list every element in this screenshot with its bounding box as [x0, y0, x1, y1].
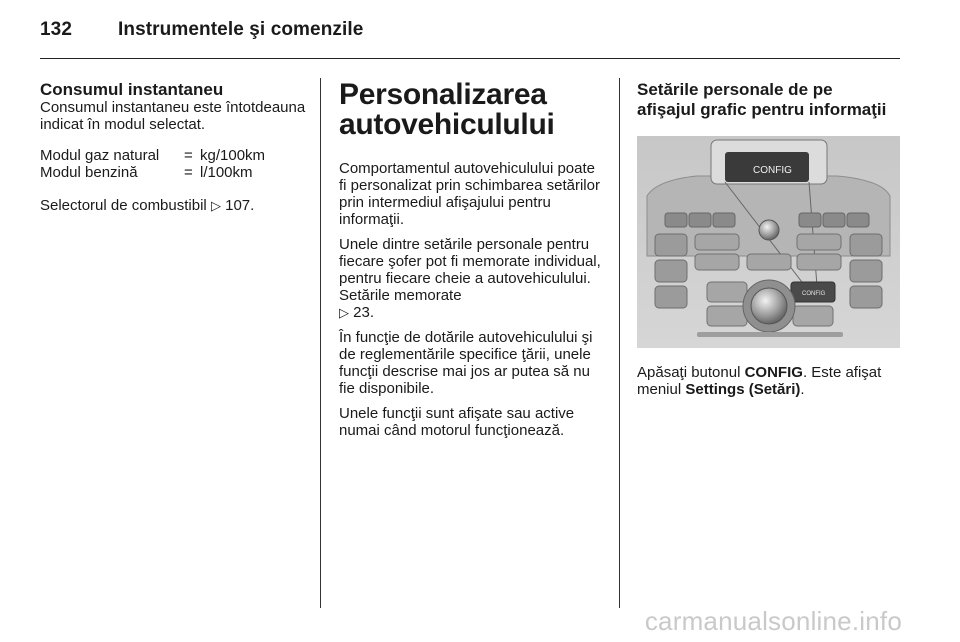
- center-button: [797, 234, 841, 250]
- fuel-mode-cell: Modul benzină: [40, 164, 138, 181]
- column-left: [40, 80, 310, 214]
- personalization-para-1: Comportamentul autovehiculului poate fi personalizat prin schimbarea setărilor prin intermediul afişajului pentru informaţii.: [339, 160, 600, 228]
- column-right: [637, 80, 907, 398]
- heading-line: afişajul grafic pentru informaţii: [637, 100, 887, 119]
- center-button: [793, 306, 833, 326]
- selector-page-link[interactable]: 107.: [225, 197, 255, 214]
- config-instruction: [637, 364, 907, 398]
- settings-menu-ref: Settings (Setări): [685, 381, 801, 398]
- preset-button: [799, 213, 821, 227]
- center-button: [747, 254, 791, 270]
- personalization-para-4: Unele funcţii sunt afişate sau active numai când motorul funcţionează.: [339, 405, 575, 439]
- small-knob: [759, 220, 779, 240]
- side-button: [655, 260, 687, 282]
- side-button: [850, 234, 882, 256]
- para-2-text: Unele dintre setările personale pentru fiecare şofer pot fi memorate individual, pentru fiecare cheie a autovehiculului. Setările memorate: [339, 236, 601, 304]
- center-button: [707, 282, 747, 302]
- column-divider-2: [619, 78, 620, 608]
- chapter-title: Instrumentele şi comenzile: [118, 19, 364, 40]
- side-button: [655, 234, 687, 256]
- selector-reference: [40, 197, 310, 214]
- section-heading-graphic-display: [637, 80, 907, 120]
- page-header: [40, 19, 363, 41]
- column-middle: [339, 80, 603, 439]
- preset-button: [823, 213, 845, 227]
- center-button: [695, 234, 739, 250]
- preset-button: [665, 213, 687, 227]
- section-heading-personalization: [339, 80, 603, 140]
- equals-cell: =: [184, 147, 193, 164]
- equals-cell: =: [184, 164, 193, 181]
- header-rule: [40, 58, 900, 59]
- table-row: [40, 147, 265, 164]
- unit-cell: kg/100km: [200, 147, 266, 164]
- heading-line: autovehiculului: [339, 108, 555, 141]
- instruction-text: Apăsaţi butonul: [637, 364, 741, 381]
- side-button: [655, 286, 687, 308]
- page-ref-arrow-icon: ▷: [210, 198, 221, 213]
- main-knob: [751, 288, 787, 324]
- instruction-text: . Este afişat meniul: [637, 364, 882, 398]
- personalization-para-3: În funcţie de dotările autovehiculului şi de reglementările specifice ţării, unele funcţii descrise mai jos ar putea să nu fie disponibile.: [339, 329, 593, 397]
- center-button: [695, 254, 739, 270]
- heading-line: Setările personale de pe: [637, 80, 833, 99]
- fuel-mode-table: [40, 147, 265, 181]
- page-number: 132: [40, 19, 73, 40]
- unit-cell: l/100km: [200, 164, 253, 181]
- selector-text: Selectorul de combustibil: [40, 197, 207, 214]
- watermark: carmanualsonline.info: [644, 606, 902, 636]
- table-row: [40, 164, 265, 181]
- heading-line: Personalizarea: [339, 78, 547, 111]
- memory-page-link[interactable]: 23.: [353, 304, 375, 321]
- section-heading-consumption: Consumul instantaneu: [40, 80, 224, 99]
- config-button-ref: CONFIG: [744, 364, 803, 381]
- center-button: [797, 254, 841, 270]
- preset-button: [847, 213, 869, 227]
- consumption-intro: Consumul instantaneu este întotdeauna indicat în modul selectat.: [40, 99, 306, 133]
- column-divider-1: [320, 78, 321, 608]
- personalization-para-2: [339, 236, 603, 321]
- callout-config-label: CONFIG: [753, 165, 792, 176]
- center-button: [707, 306, 747, 326]
- preset-button: [689, 213, 711, 227]
- fuel-mode-cell: Modul gaz natural: [40, 147, 160, 164]
- preset-button: [713, 213, 735, 227]
- cd-slot: [697, 332, 843, 337]
- config-button-label: CONFIG: [802, 291, 826, 297]
- page-ref-arrow-icon: ▷: [339, 305, 349, 320]
- side-button: [850, 286, 882, 308]
- instruction-text: .: [800, 381, 805, 398]
- side-button: [850, 260, 882, 282]
- control-panel-photo: [637, 136, 900, 348]
